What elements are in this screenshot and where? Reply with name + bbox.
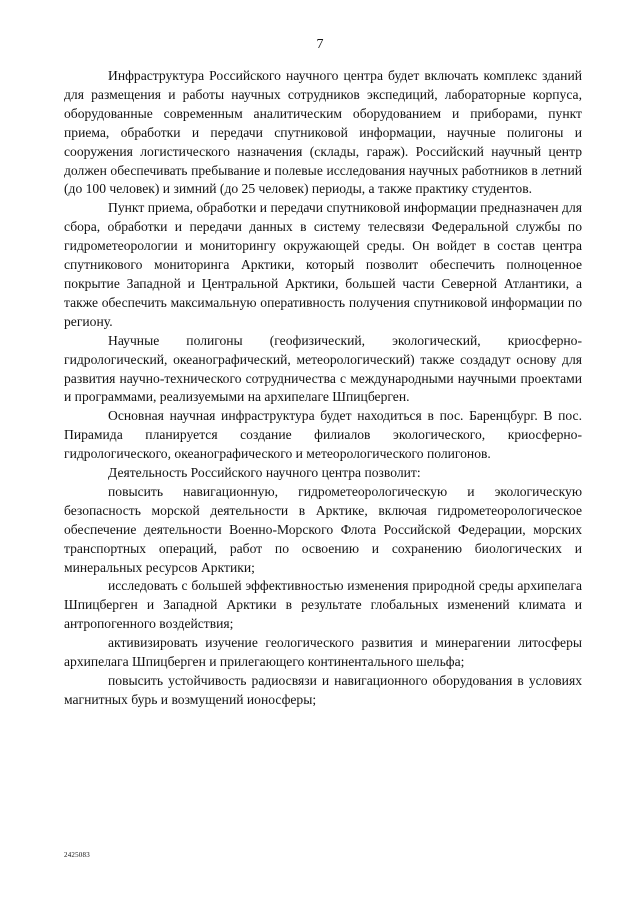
list-item-climate-research: исследовать с большей эффективностью изменения природной среды архипелага Шпицберген и Западной Арктики в результате глобальных изменений климата и антропогенного воздействия; — [64, 578, 582, 632]
paragraph-scientific-polygons: Научные полигоны (геофизический, экологический, криосферно-гидрологический, океанографический, метеорологический) также создадут основу для развития научно-технического сотрудничества с международными научными проектами и программами, реализуемыми на архипелаге Шпицберген. — [64, 332, 582, 405]
document-code: 2425083 — [64, 851, 90, 859]
paragraph-satellite-station: Пункт приема, обработки и передачи спутниковой информации предназначен для сбора, обработки и передачи данных в систему телесвязи Федеральной службы по гидрометеорологии и мониторингу окружающей среды. Он войдет в состав центра спутникового мониторинга Арктики, который позволит обеспечить полноценное покрытие Западной и Центральной Арктики, большей части Северной Атлантики, а также обеспечить максимальную оперативность получения спутниковой информации по региону. — [64, 200, 582, 329]
paragraph-infrastructure: Инфраструктура Российского научного центра будет включать комплекс зданий для размещения и работы научных сотрудников экспедиций, лабораторные корпуса, оборудованные современным аналитическим оборудованием и приборами, пункт приема, обработки и передачи спутниковой информации, научные полигоны и сооружения логистического назначения (склады, гараж). Российский научный центр должен обеспечивать пребывание и полевые исследования научных работников в летний (до 100 человек) и зимний (до 25 человек) периоды, а также практику студентов. — [64, 68, 582, 197]
list-item-navigation-safety: повысить навигационную, гидрометеорологическую и экологическую безопасность морской деятельности в Арктике, включая гидрометеорологическое обеспечение деятельности Военно-Морского Флота Российской Федерации, морских транспортных операций, работ по освоению и сохранению биологических и минеральных ресурсов Арктики; — [64, 483, 582, 575]
list-item-radio-stability: повысить устойчивость радиосвязи и навигационного оборудования в условиях магнитных бурь и возмущений ионосферы; — [64, 673, 582, 707]
paragraph-activity-intro: Деятельность Российского научного центра позволит: — [108, 465, 421, 481]
list-item-geology-study: активизировать изучение геологического развития и минерагении литосферы архипелага Шпицберген и прилегающего континентального шельфа; — [64, 635, 582, 670]
document-body — [64, 67, 582, 710]
paragraph-barentsburg: Основная научная инфраструктура будет находиться в пос. Баренцбург. В пос. Пирамида планируется создание филиалов экологического, криосферно-гидрологического, океанографического и метеорологического полигонов. — [64, 408, 582, 462]
page-number: 7 — [316, 37, 324, 52]
